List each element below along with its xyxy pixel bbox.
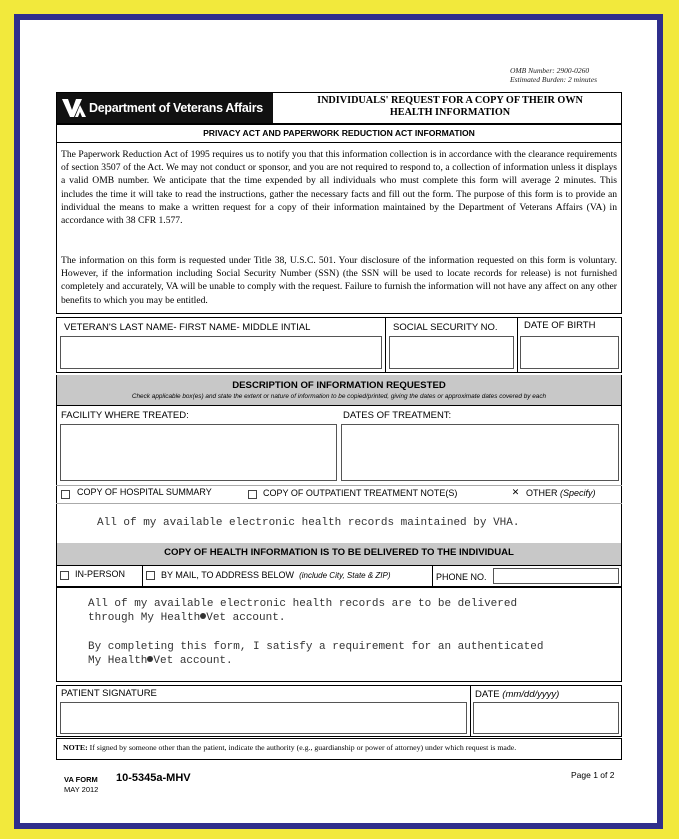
phone-input[interactable] [493, 568, 619, 584]
va-logo-block [57, 93, 273, 123]
delivery-text-2-mhv: My Health [88, 655, 148, 667]
hospital-summary-checkbox[interactable] [61, 490, 70, 499]
note-label: NOTE: [63, 743, 88, 752]
delivery-text-1-line1: All of my available electronic health records are to be delivered [88, 598, 518, 610]
description-heading: DESCRIPTION OF INFORMATION REQUESTED [232, 380, 446, 391]
footer-va-form: VA FORM [64, 775, 98, 784]
other-specify-text[interactable]: All of my available electronic health records maintained by VHA. [97, 517, 520, 529]
signature-date-format: (mm/dd/yyyy) [502, 689, 560, 700]
outpatient-notes-label: COPY OF OUTPATIENT TREATMENT NOTE(S) [263, 488, 458, 498]
footer-page: Page 1 of 2 [571, 770, 615, 780]
by-mail-label [161, 570, 391, 580]
privacy-heading: PRIVACY ACT AND PAPERWORK REDUCTION ACT INFORMATION [203, 128, 475, 138]
hospital-summary-label: COPY OF HOSPITAL SUMMARY [77, 487, 212, 497]
delivery-text-1[interactable] [88, 597, 517, 625]
signature-label: PATIENT SIGNATURE [61, 688, 157, 699]
delivery-text-2-tail: Vet account. [153, 655, 233, 667]
phone-label: PHONE NO. [436, 572, 487, 582]
delivery-heading: COPY OF HEALTH INFORMATION IS TO BE DELIVERED TO THE INDIVIDUAL [164, 547, 514, 558]
delivery-divider-1 [142, 565, 143, 587]
facility-input[interactable] [60, 424, 337, 481]
form-title-line2: HEALTH INFORMATION [389, 107, 511, 118]
privacy-paragraph-2: The information on this form is requested under Title 38, U.S.C. 501. Your disclosure of the information requested on this form is voluntary. However, if the information including Social Security Number (SSN) (the SSN will be used to locate records for release) is not furnished completely and accurately, VA will be unable to comply with the request. Failure to furnish the information will not have any affect on any other benefits to which you may be entitled. [61, 255, 617, 306]
facility-label: FACILITY WHERE TREATED: [61, 410, 189, 421]
by-mail-note: (include City, State & ZIP) [299, 571, 391, 580]
dob-label: DATE OF BIRTH [524, 320, 596, 331]
by-mail-label-text: BY MAIL, TO ADDRESS BELOW [161, 570, 295, 580]
privacy-divider [56, 142, 622, 143]
va-logo-icon [61, 97, 87, 119]
other-label [526, 488, 596, 498]
other-checkbox[interactable]: ✕ [511, 487, 520, 497]
identity-divider-2 [517, 317, 518, 373]
options-bottom-divider [56, 503, 622, 504]
other-specify-note: (Specify) [560, 488, 596, 498]
form-page [20, 20, 657, 823]
ssn-input[interactable] [389, 336, 514, 369]
dates-input[interactable] [341, 424, 619, 481]
veteran-name-input[interactable] [60, 336, 382, 369]
options-top-divider [56, 485, 622, 486]
signature-input[interactable] [60, 702, 467, 734]
delivery-text-2[interactable] [88, 640, 543, 668]
dob-input[interactable] [520, 336, 619, 369]
delivery-text-2-line1: By completing this form, I satisfy a requirement for an authenticated [88, 641, 544, 653]
privacy-paragraph-1: The Paperwork Reduction Act of 1995 requires us to notify you that this information collection is in accordance with the clearance requirements of section 3507 of the Act. We may not conduct or sponsor, and you are not required to respond to, a collection of information unless it displays a valid OMB number. We anticipate that the time expended by all individuals who must complete this form will average 2 minutes. This includes the time it will take to read the instructions, gather the necessary facts and fill out the form. The purpose of this form is to provide an individual the means to make a written request for a copy of their information maintained by the Department of Veterans Affairs (VA) in accordance with 38 CFR 1.577. [61, 149, 617, 227]
dates-label: DATES OF TREATMENT: [343, 410, 452, 421]
omb-number: OMB Number: 2900-0260 [510, 66, 590, 75]
delivery-text-1-line2 [88, 611, 517, 625]
omb-burden: Estimated Burden: 2 minutes [510, 75, 598, 84]
other-label-text: OTHER [526, 488, 558, 498]
outpatient-notes-checkbox[interactable] [248, 490, 257, 499]
delivery-text-1-tail: Vet account. [206, 612, 286, 624]
description-subheading: Check applicable box(es) and state the extent or nature of information to be copied/printed, giving the dates or approximate dates covered by each [131, 393, 547, 400]
signature-date-label [475, 689, 559, 700]
identity-divider-1 [385, 317, 386, 373]
signature-date-input[interactable] [473, 702, 619, 734]
ssn-label: SOCIAL SECURITY NO. [393, 322, 498, 333]
footer-date: MAY 2012 [64, 785, 99, 794]
note-text [63, 743, 516, 752]
by-mail-checkbox[interactable] [146, 571, 155, 580]
signature-date-text: DATE [475, 689, 500, 700]
signature-divider [470, 685, 471, 737]
veteran-name-label: VETERAN'S LAST NAME- FIRST NAME- MIDDLE INTIAL [64, 322, 311, 333]
delivery-text-2-line2 [88, 654, 543, 668]
delivery-text-1-mhv: through My Health [88, 612, 201, 624]
delivery-divider-2 [432, 565, 433, 587]
agency-name: Department of Veterans Affairs [89, 101, 263, 115]
form-title-line1: INDIVIDUALS' REQUEST FOR A COPY OF THEIR OWN [317, 95, 583, 106]
form-title [282, 95, 618, 119]
in-person-label: IN-PERSON [75, 569, 126, 579]
footer-form-number: 10-5345a-MHV [116, 772, 191, 784]
in-person-checkbox[interactable] [60, 571, 69, 580]
note-body: If signed by someone other than the patient, indicate the authority (e.g., guardianship or power of attorney) under which request is made. [89, 743, 517, 752]
